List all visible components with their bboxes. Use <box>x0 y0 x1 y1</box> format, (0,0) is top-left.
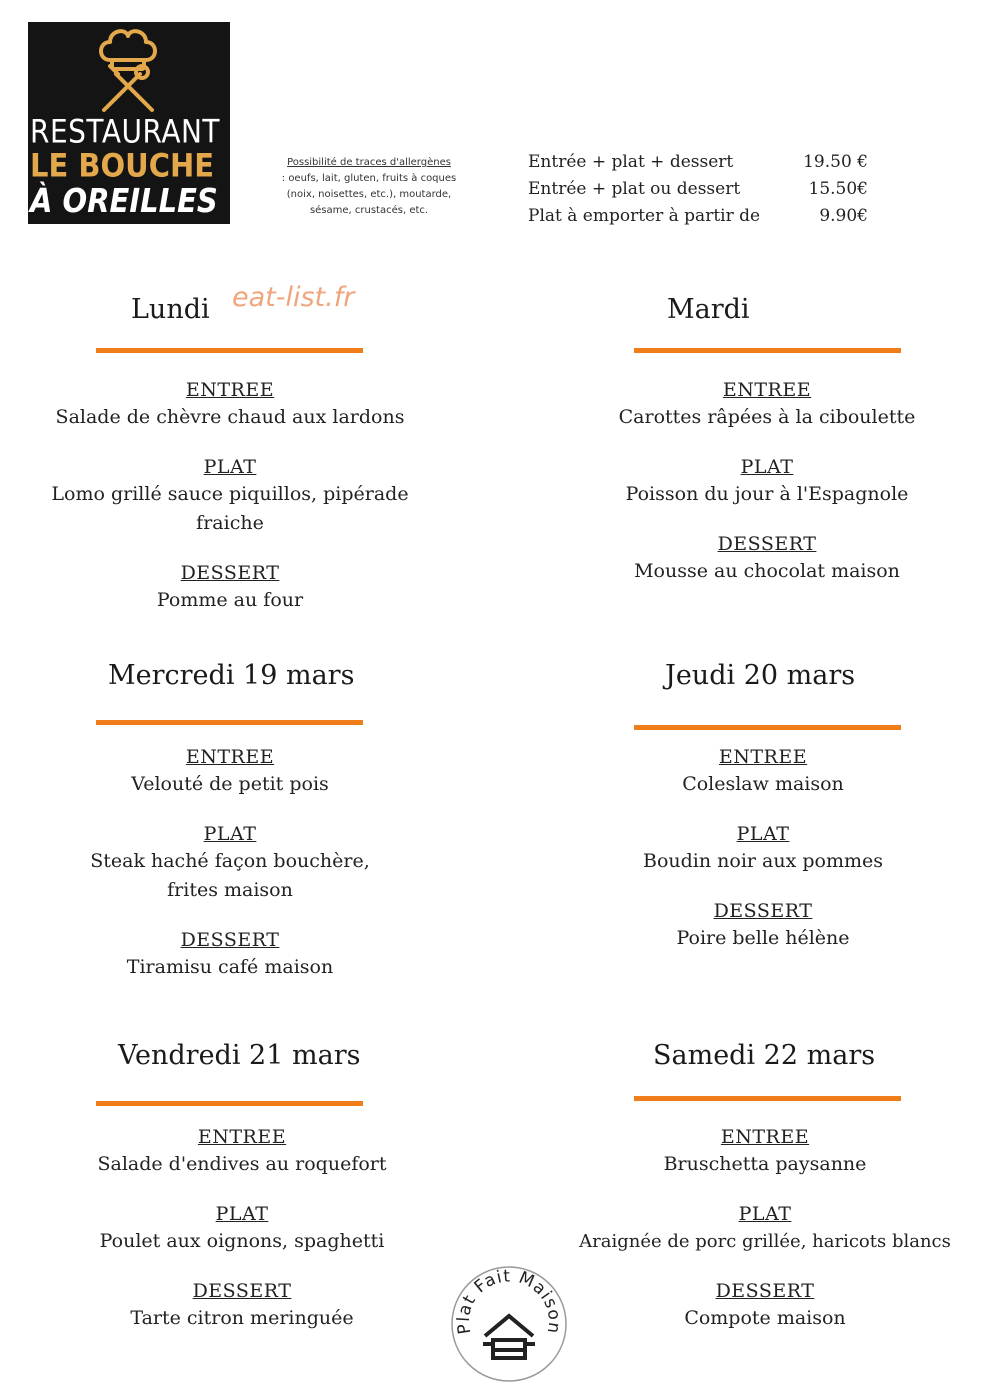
course-dish: Araignée de porc grillée, haricots blancs <box>579 1231 951 1252</box>
course-dish: Salade de chèvre chaud aux lardons <box>55 406 405 428</box>
course-dish: Mousse au chocolat maison <box>634 560 900 582</box>
chef-hat-icon <box>92 26 164 114</box>
allergens-text: : oeufs, lait, gluten, fruits à coques (noix, noisettes, etc.), moutarde, sésame, crustacés, etc. <box>281 173 457 216</box>
course-dessert <box>22 1278 462 1333</box>
course-plat <box>547 454 987 509</box>
course-label: ENTREE <box>197 1126 287 1148</box>
course-entree <box>10 744 450 799</box>
price-row <box>528 206 878 233</box>
price-list <box>528 152 878 233</box>
course-dish: Coleslaw maison <box>682 773 844 795</box>
day-divider <box>96 1101 363 1106</box>
course-plat <box>545 1201 985 1256</box>
logo-line-restaurant: RESTAURANT <box>30 112 221 151</box>
course-label: ENTREE <box>722 379 812 401</box>
allergens-title: Possibilité de traces d'allergènes <box>287 157 451 168</box>
course-label: PLAT <box>736 823 790 845</box>
course-dessert <box>10 560 450 615</box>
fait-maison-badge <box>449 1264 569 1384</box>
course-entree <box>545 1124 985 1179</box>
restaurant-logo <box>28 22 230 224</box>
course-dish: Bruschetta paysanne <box>663 1153 867 1175</box>
course-dessert <box>547 531 987 586</box>
course-dish: Salade d'endives au roquefort <box>97 1153 387 1175</box>
course-plat <box>10 454 450 538</box>
day-divider <box>96 348 363 353</box>
price-label: Plat à emporter à partir de <box>528 206 761 226</box>
logo-line-oreilles: À OREILLES <box>30 181 218 220</box>
course-dish: Tarte citron meringuée <box>130 1307 354 1329</box>
course-dish: Poisson du jour à l'Espagnole <box>625 483 909 505</box>
price-label: Entrée + plat ou dessert <box>528 179 741 199</box>
day-title: Vendredi 21 mars <box>118 1040 361 1071</box>
course-label: DESSERT <box>713 900 813 922</box>
price-value: 9.90€ <box>819 206 868 226</box>
day-title: Samedi 22 mars <box>653 1040 876 1071</box>
day-divider <box>634 725 901 730</box>
course-dish: Pomme au four <box>156 589 304 611</box>
day-title: Jeudi 20 mars <box>665 660 856 691</box>
badge-text: Plat Fait Maison <box>453 1266 565 1336</box>
course-entree <box>10 377 450 432</box>
day-divider <box>634 348 901 353</box>
course-label: PLAT <box>203 456 257 478</box>
course-dessert <box>10 927 450 982</box>
course-dessert <box>543 898 983 953</box>
course-label: ENTREE <box>185 746 275 768</box>
course-label: DESSERT <box>180 562 280 584</box>
course-label: DESSERT <box>180 929 280 951</box>
day-title: Mardi <box>667 294 750 325</box>
course-dessert <box>545 1278 985 1333</box>
course-label: ENTREE <box>185 379 275 401</box>
watermark: eat-list.fr <box>232 282 355 313</box>
course-label: DESSERT <box>717 533 817 555</box>
price-value: 15.50€ <box>808 179 868 199</box>
course-dish: Tiramisu café maison <box>126 956 334 978</box>
price-row <box>528 152 878 179</box>
price-value: 19.50 € <box>803 152 868 172</box>
course-label: PLAT <box>740 456 794 478</box>
course-label: DESSERT <box>715 1280 815 1302</box>
course-label: DESSERT <box>192 1280 292 1302</box>
course-entree <box>543 744 983 799</box>
course-dish: Lomo grillé sauce piquillos, pipérade fraiche <box>51 483 409 534</box>
course-plat <box>22 1201 462 1256</box>
course-dish: Velouté de petit pois <box>131 773 329 795</box>
course-dish: Boudin noir aux pommes <box>643 850 883 872</box>
price-row <box>528 179 878 206</box>
price-label: Entrée + plat + dessert <box>528 152 734 172</box>
course-label: ENTREE <box>718 746 808 768</box>
course-entree <box>547 377 987 432</box>
course-dish: Poire belle hélène <box>676 927 850 949</box>
course-label: PLAT <box>215 1203 269 1225</box>
course-entree <box>22 1124 462 1179</box>
course-plat <box>10 821 450 905</box>
logo-line-le-bouche: LE BOUCHE <box>30 146 215 185</box>
day-divider <box>634 1096 901 1101</box>
course-label: PLAT <box>203 823 257 845</box>
day-title: Mercredi 19 mars <box>108 660 355 691</box>
day-title: Lundi <box>131 294 210 325</box>
allergens-note <box>268 155 470 219</box>
course-dish: Steak haché façon bouchère, frites maison <box>90 850 370 901</box>
day-divider <box>96 720 363 725</box>
course-dish: Carottes râpées à la ciboulette <box>618 406 916 428</box>
course-label: PLAT <box>738 1203 792 1225</box>
course-dish: Compote maison <box>684 1307 846 1329</box>
course-label: ENTREE <box>720 1126 810 1148</box>
course-plat <box>543 821 983 876</box>
course-dish: Poulet aux oignons, spaghetti <box>99 1230 385 1252</box>
